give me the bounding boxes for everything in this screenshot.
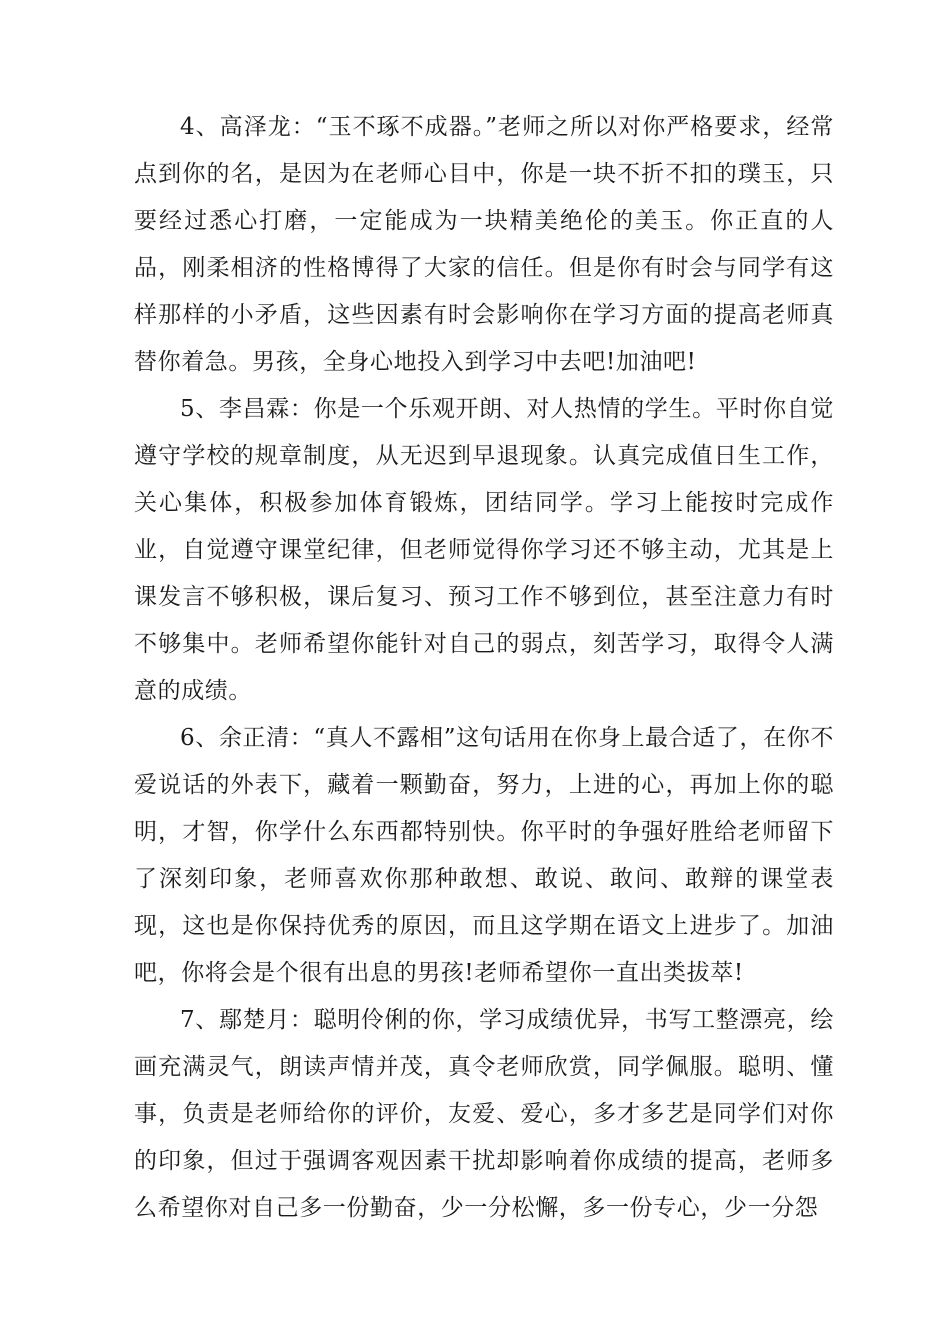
- comment-paragraph-yu-zhengqing: 6、余正清：“真人不露相”这句话用在你身上最合适了，在你不爱说话的外表下，藏着一颗勤奋，努力，上进的心，再加上你的聪明，才智，你学什么东西都特别快。你平时的争强好胜给老师留下了深刻印象，老师喜欢你那种敢想、敢说、敢问、敢辩的课堂表现，这也是你保持优秀的原因，而且这学期在语文上进步了。加油吧，你将会是个很有出息的男孩!老师希望你一直出类拔萃!: [134, 725, 834, 986]
- document-body: [134, 104, 834, 1232]
- comment-paragraph-li-changlin: 5、李昌霖：你是一个乐观开朗、对人热情的学生。平时你自觉遵守学校的规章制度，从无迟到早退现象。认真完成值日生工作，关心集体，积极参加体育锻炼，团结同学。学习上能按时完成作业，自觉遵守课堂纪律，但老师觉得你学习还不够主动，尤其是上课发言不够积极，课后复习、预习工作不够到位，甚至注意力有时不够集中。老师希望你能针对自己的弱点，刻苦学习，取得令人满意的成绩。: [134, 396, 834, 704]
- comment-paragraph-gao-zelong: 4、高泽龙：“玉不琢不成器。”老师之所以对你严格要求，经常点到你的名，是因为在老师心目中，你是一块不折不扣的璞玉，只要经过悉心打磨，一定能成为一块精美绝伦的美玉。你正直的人品，刚柔相济的性格博得了大家的信任。但是你有时会与同学有这样那样的小矛盾，这些因素有时会影响你在学习方面的提高老师真替你着急。男孩，全身心地投入到学习中去吧!加油吧!: [134, 114, 834, 375]
- comment-paragraph-yan-chuyue: 7、鄢楚月：聪明伶俐的你，学习成绩优异，书写工整漂亮，绘画充满灵气，朗读声情并茂，真令老师欣赏，同学佩服。聪明、懂事，负责是老师给你的评价，友爱、爱心，多才多艺是同学们对你的印象，但过于强调客观因素干扰却影响着你成绩的提高，老师多么希望你对自己多一份勤奋，少一分松懈，多一份专心，少一分怨: [134, 1007, 834, 1221]
